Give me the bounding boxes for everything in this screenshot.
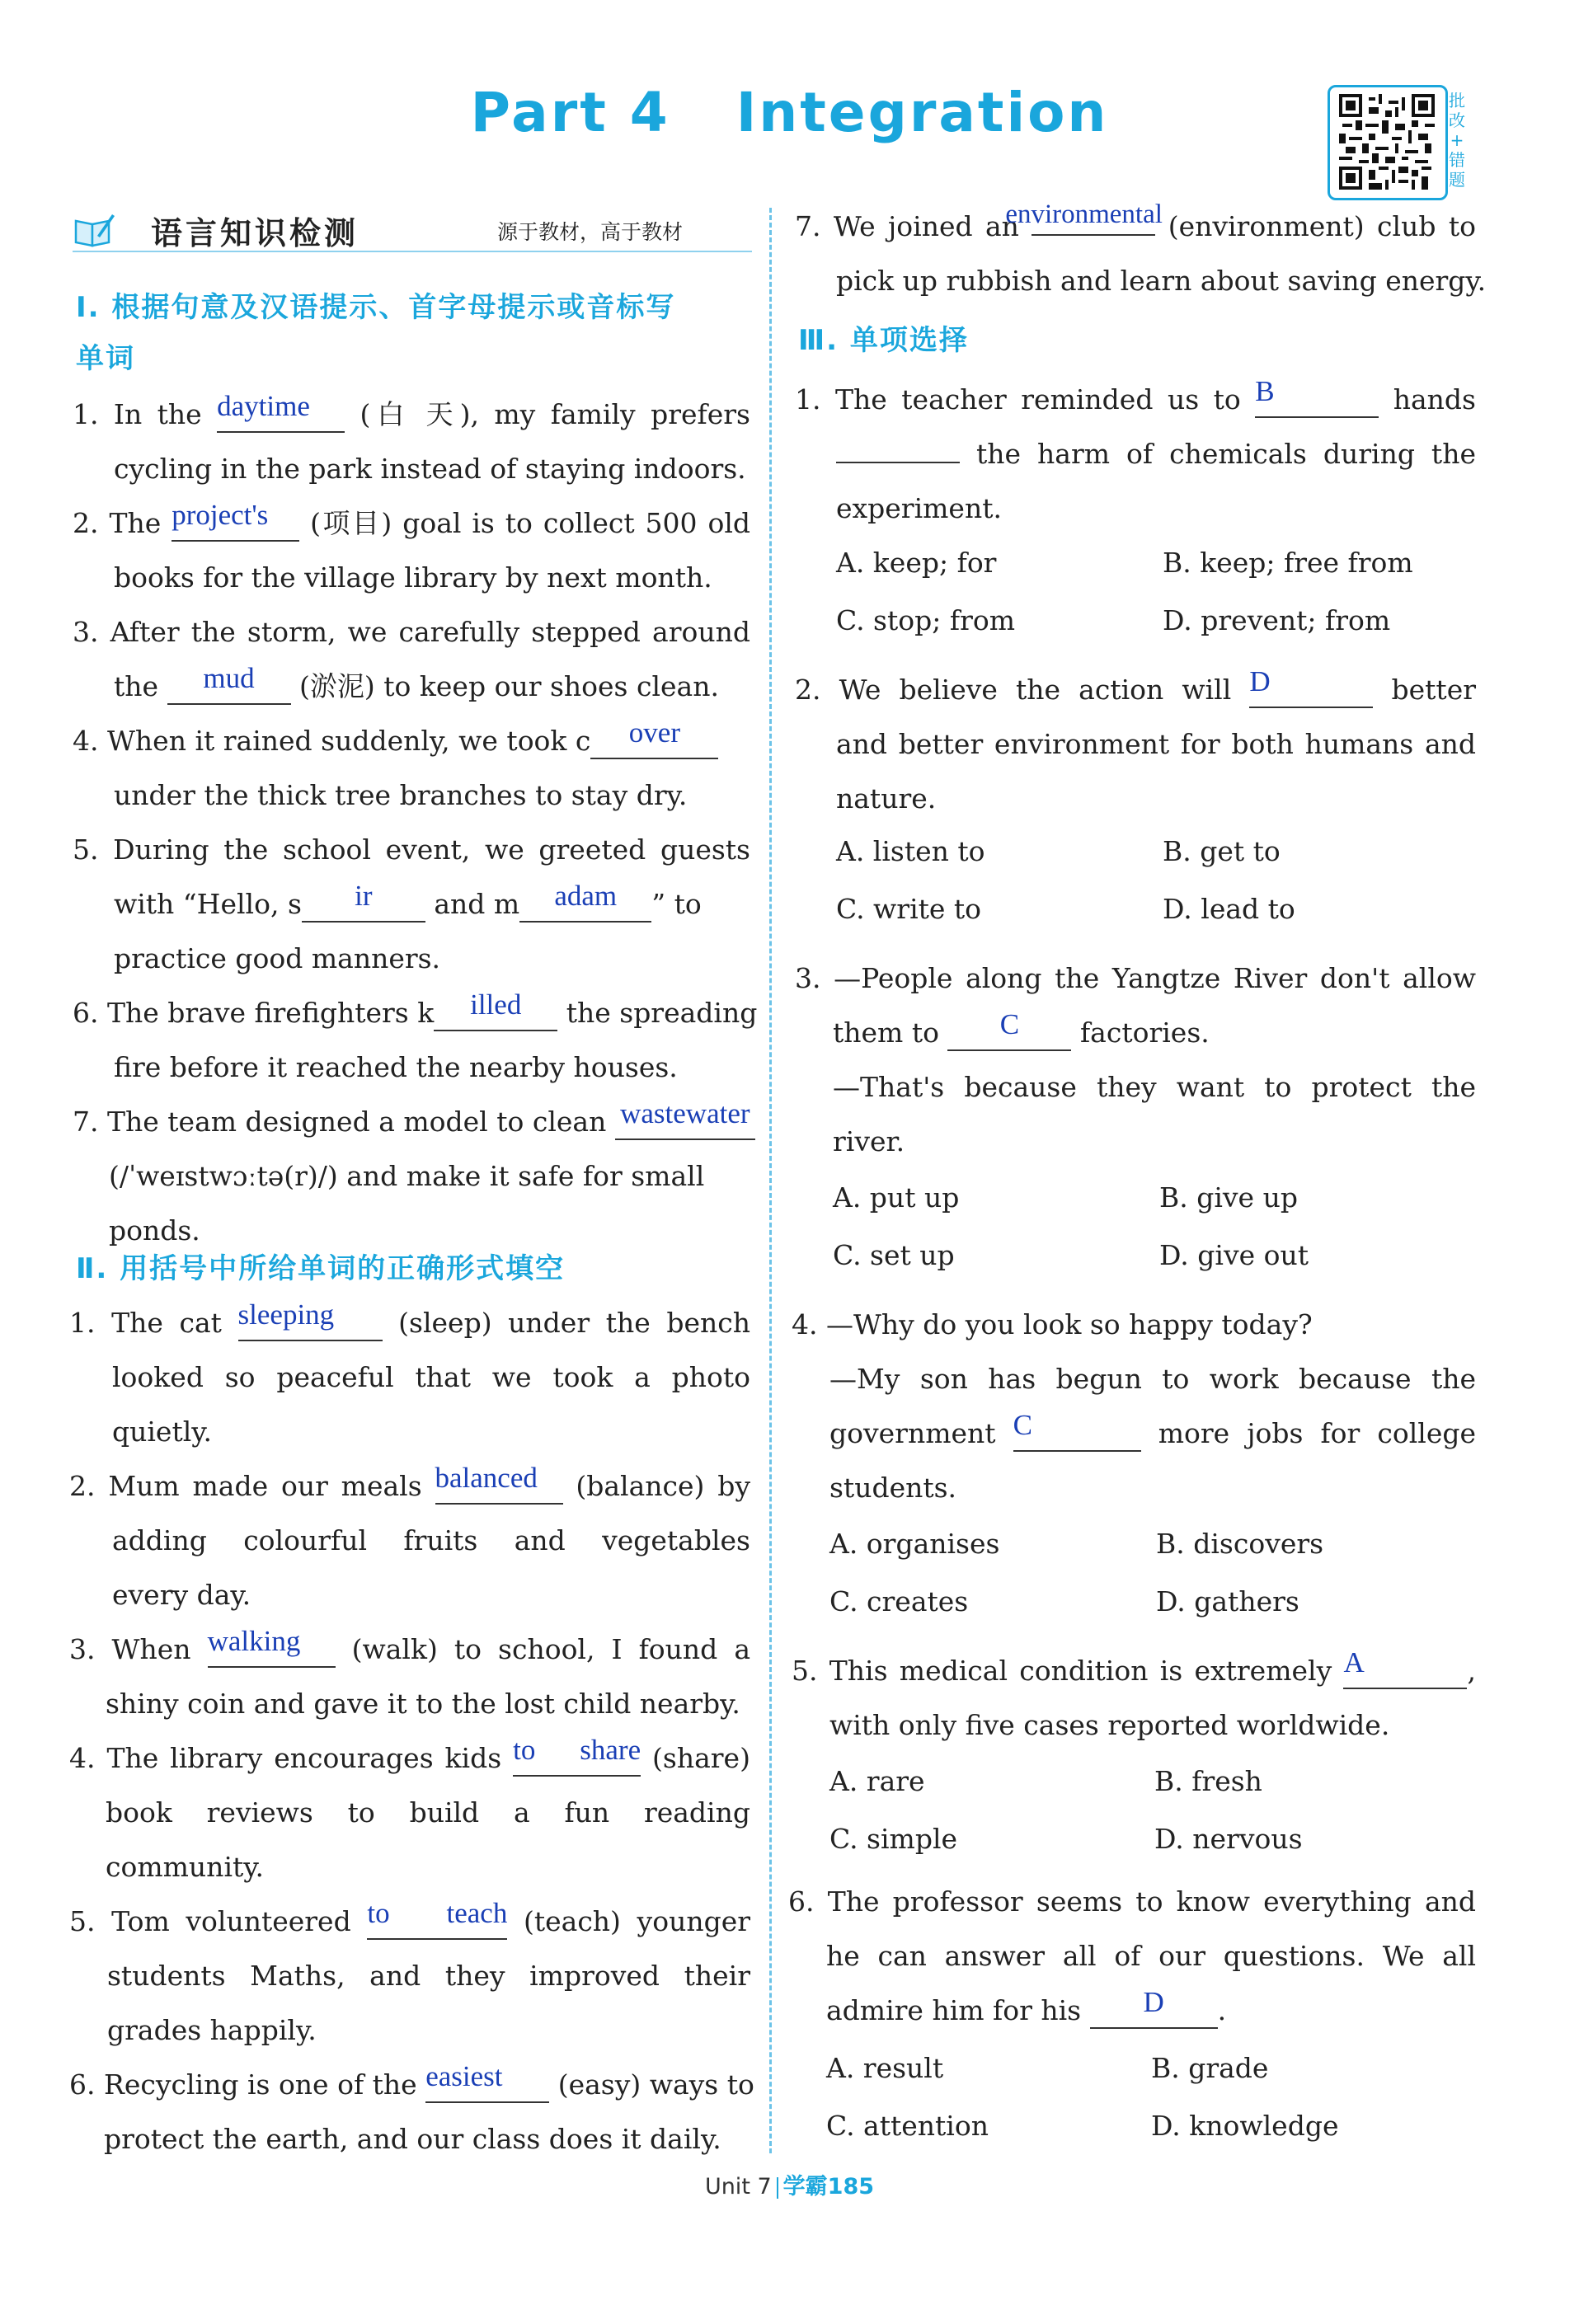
option-c[interactable]: C. simple [829,1823,958,1855]
option-a[interactable]: A. rare [829,1765,925,1797]
question-4: 4. —Why do you look so happy today? —My son has begun to work because the government C more jobs for college students. [792,1308,1477,1504]
list-item: 3. After the storm, we carefully stepped around the mud (淤泥) to keep our shoes clean. [73,605,750,714]
option-b[interactable]: B. get to [1163,835,1281,867]
option-a[interactable]: A. result [826,2052,944,2084]
section-rule [73,251,752,252]
question-3: 3. —People along the Yangtze River don't allow them to C factories. —That's because they want to protect the river. [795,962,1476,1157]
book-pen-icon [73,211,115,247]
question-2: 2. We believe the action will D better and better environment for both humans and nature. [795,665,1476,815]
option-d[interactable]: D. lead to [1163,893,1295,925]
list-item: 6. Recycling is one of the easiest (easy) ways to protect the earth, and our class does it daily. [69,2060,754,2155]
page-title: Part 4 Integration [470,81,1109,144]
option-c[interactable]: C. attention [826,2110,989,2142]
qr-code[interactable] [1328,85,1448,200]
column-divider [769,208,772,2153]
option-d[interactable]: D. nervous [1154,1823,1303,1855]
part2-list [69,1296,754,2167]
list-item: 7. The team designed a model to clean wastewater (/ˈweɪstwɔːtə(r)/) and make it safe for small ponds. [73,1095,750,1258]
option-d[interactable]: D. gathers [1156,1585,1299,1617]
option-a[interactable]: A. keep; for [836,547,997,579]
list-item: 3. When walking (walk) to school, I found a shiny coin and gave it to the lost child nearby. [69,1625,751,1720]
list-item: 2. Mum made our meals balanced (balance) by adding colourful fruits and vegetables every day. [69,1462,750,1611]
list-item: 4. The library encourages kids to share (share) book reviews to build a fun reading community. [69,1734,750,1883]
section-header [73,208,752,251]
list-item: 1. In the daytime (白 天), my family prefers cycling in the park instead of staying indoors. [73,390,750,485]
question-5: 5. This medical condition is extremely A , with only five cases reported worldwide. [792,1646,1476,1741]
page-number: 185 [827,2174,875,2200]
part2-list-continued [795,200,1487,308]
option-a[interactable]: A. listen to [836,835,985,867]
page-footer [0,2168,1579,2200]
part3-heading: Ⅲ. 单项选择 [798,324,969,357]
section-subtitle: 源于教材，高于教材 [497,220,684,244]
option-c[interactable]: C. creates [829,1585,969,1617]
list-item: 5. During the school event, we greeted guests with “Hello, s ir and m adam ” to practice good manners. [73,833,750,974]
qr-code-icon [1338,94,1436,190]
option-b[interactable]: B. keep; free from [1163,547,1413,579]
part2-heading: Ⅱ. 用括号中所给单词的正确形式填空 [76,1252,566,1285]
option-b[interactable]: B. discovers [1156,1528,1324,1560]
part1-heading: Ⅰ. 根据句意及汉语提示、首字母提示或音标写 单词 [76,291,676,375]
option-a[interactable]: A. organises [829,1528,1000,1560]
section-title: 语言知识检测 [151,215,360,251]
list-item: 7. We joined an environmental (environment) club to pick up rubbish and learn about saving energy. [795,200,1487,297]
footer-separator [777,2177,778,2199]
option-b[interactable]: B. give up [1159,1181,1298,1214]
footer-brand: 学霸 [782,2174,828,2200]
option-b[interactable]: B. grade [1151,2052,1269,2084]
option-a[interactable]: A. put up [833,1181,960,1214]
list-item: 6. The brave firefighters k illed the spreading fire before it reached the nearby houses. [73,988,758,1083]
part1-list [73,387,758,1258]
question-1: 1. The teacher reminded us to B hands the harm of chemicals during the experiment. [795,375,1476,524]
option-b[interactable]: B. fresh [1154,1765,1262,1797]
qr-label: 批 改 + 错 题 [1449,91,1465,190]
question-6: 6. The professor seems to know everything and he can answer all of our questions. We all admire him for his D . [788,1875,1476,2038]
list-item: 5. Tom volunteered to teach (teach) younger students Maths, and they improved their grades happily. [69,1897,751,2046]
option-d[interactable]: D. give out [1159,1239,1309,1271]
list-item: 2. The project's (项目) goal is to collect 500 old books for the village library by next month. [73,499,751,594]
list-item: 1. The cat sleeping (sleep) under the bench looked so peaceful that we took a photo quietly. [69,1298,750,1448]
option-c[interactable]: C. write to [836,893,982,925]
option-c[interactable]: C. set up [833,1239,955,1271]
footer-unit: Unit 7 [704,2174,772,2200]
option-d[interactable]: D. knowledge [1151,2110,1339,2142]
list-item: 4. When it rained suddenly, we took c over under the thick tree branches to stay dry. [73,714,750,823]
option-c[interactable]: C. stop; from [836,604,1015,636]
option-d[interactable]: D. prevent; from [1163,604,1391,636]
